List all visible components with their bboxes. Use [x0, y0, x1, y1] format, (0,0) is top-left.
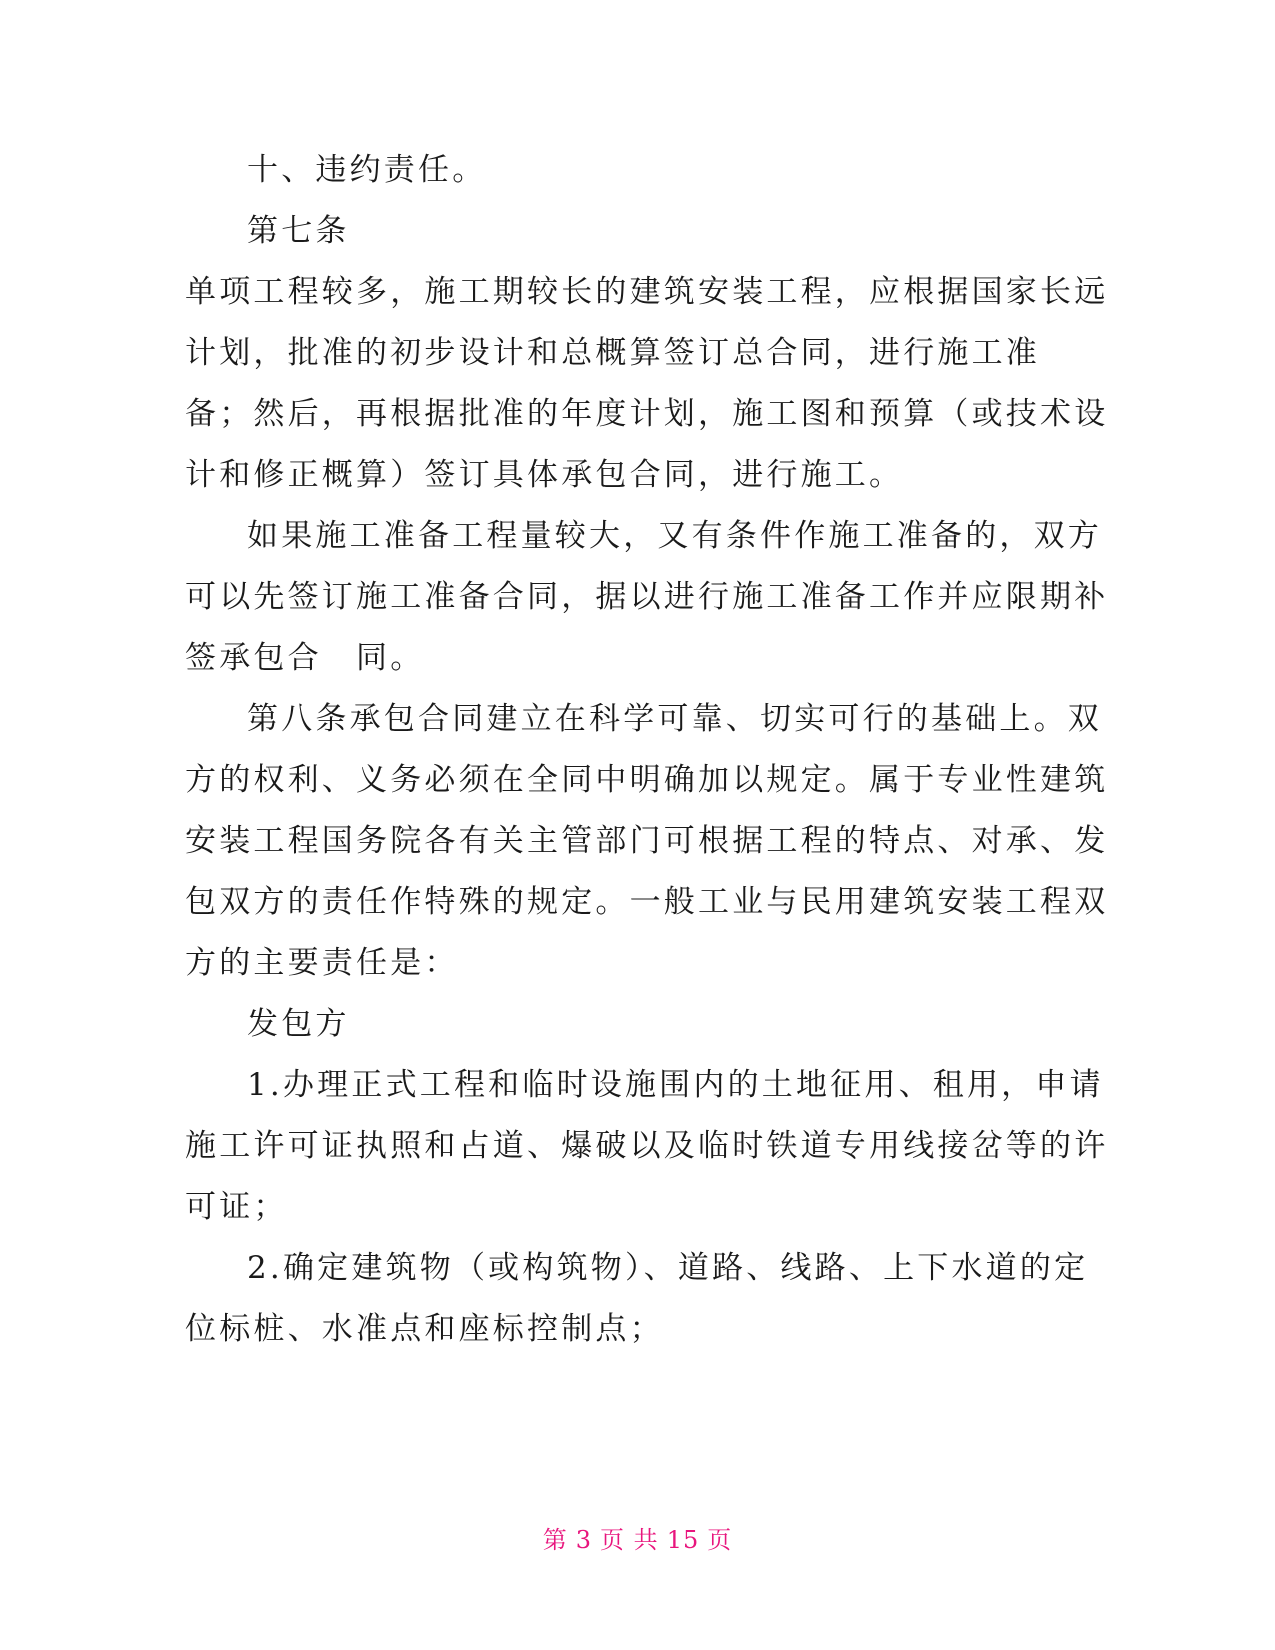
paragraph-line: 单项工程较多，施工期较长的建筑安装工程，应根据国家长远 — [185, 274, 1109, 310]
section-heading: 发包方 — [247, 1006, 350, 1042]
paragraph-line: 施工许可证执照和占道、爆破以及临时铁道专用线接岔等的许 — [185, 1128, 1109, 1164]
paragraph-line: 十、违约责任。 — [247, 152, 487, 188]
paragraph-line: 如果施工准备工程量较大，又有条件作施工准备的，双方 — [247, 518, 1102, 554]
footer-prefix: 第 — [542, 1526, 568, 1554]
paragraph-line: 位标桩、水准点和座标控制点； — [185, 1311, 664, 1347]
article-heading: 第七条 — [247, 213, 350, 249]
paragraph-line: 方的主要责任是： — [185, 945, 459, 981]
list-item: 2.确定建筑物（或构筑物）、道路、线路、上下水道的定 — [247, 1250, 1089, 1286]
footer-middle: 页 共 — [600, 1526, 659, 1554]
paragraph-line: 第八条承包合同建立在科学可靠、切实可行的基础上。双 — [247, 701, 1102, 737]
paragraph-line: 备；然后，再根据批准的年度计划，施工图和预算（或技术设 — [185, 396, 1109, 432]
footer-total-pages: 15 — [666, 1526, 700, 1554]
paragraph-line: 方的权利、义务必须在全同中明确加以规定。属于专业性建筑 — [185, 762, 1109, 798]
paragraph-line: 包双方的责任作特殊的规定。一般工业与民用建筑安装工程双 — [185, 884, 1109, 920]
footer-suffix: 页 — [707, 1526, 733, 1554]
footer-current-page: 3 — [575, 1526, 593, 1554]
paragraph-line: 签承包合 同。 — [185, 640, 425, 676]
list-item: 1.办理正式工程和临时设施围内的土地征用、租用，申请 — [247, 1067, 1104, 1103]
paragraph-line: 可证； — [185, 1189, 288, 1225]
document-body — [185, 140, 1109, 1360]
paragraph-line: 安装工程国务院各有关主管部门可根据工程的特点、对承、发 — [185, 823, 1109, 859]
paragraph-line: 计和修正概算）签订具体承包合同，进行施工。 — [185, 457, 904, 493]
page-footer — [0, 1525, 1275, 1555]
paragraph-line: 计划，批准的初步设计和总概算签订总合同，进行施工准 — [185, 335, 1040, 371]
paragraph-line: 可以先签订施工准备合同，据以进行施工准备工作并应限期补 — [185, 579, 1109, 615]
